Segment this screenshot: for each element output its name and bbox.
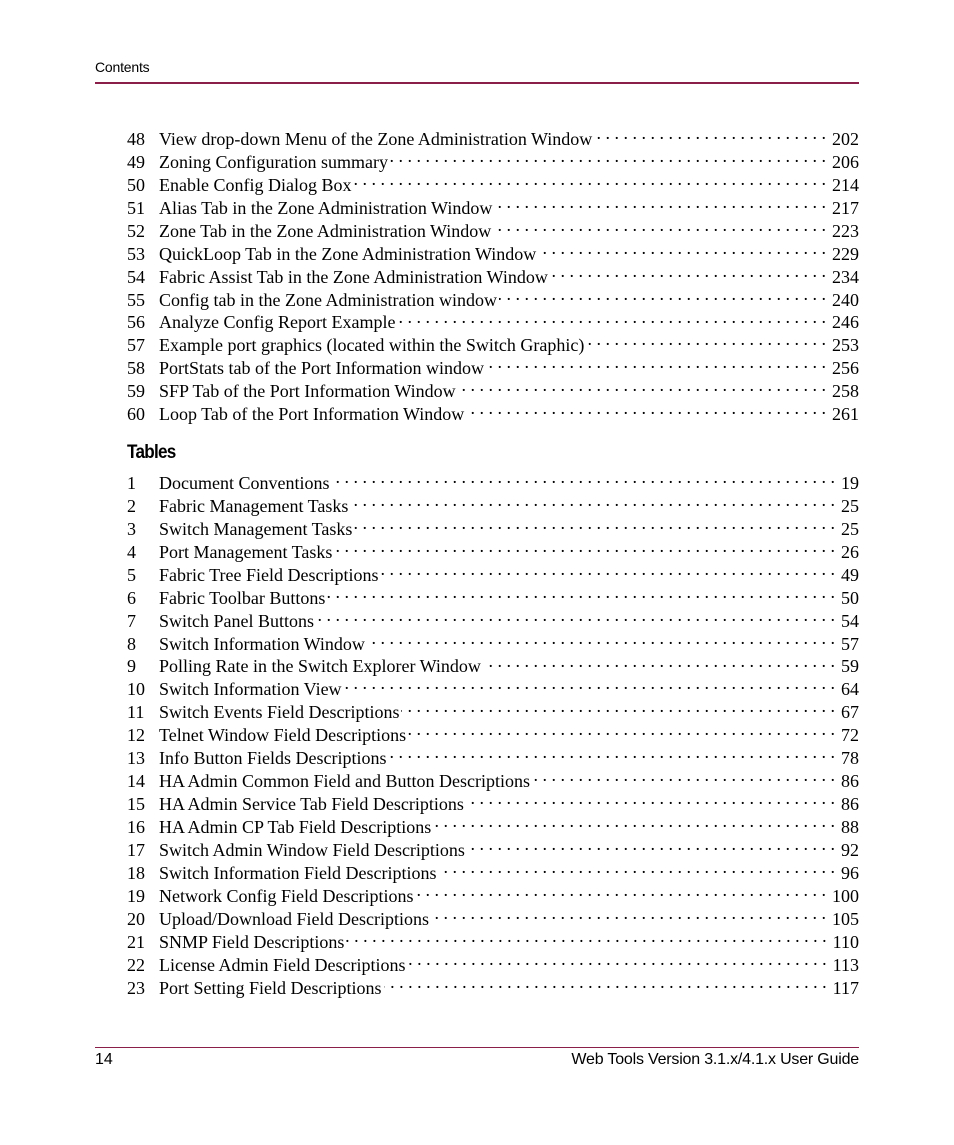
toc-dot-leader (380, 558, 835, 581)
toc-dot-leader (367, 627, 835, 650)
toc-entry-page: 105 (832, 908, 859, 929)
toc-entry-page: 54 (841, 610, 859, 631)
toc-dot-leader (458, 374, 826, 397)
toc-entry-number: 6 (127, 587, 136, 608)
toc-entry-number: 10 (127, 679, 145, 700)
toc-entry-title: PortStats tab of the Port Information window (159, 358, 484, 379)
toc-dot-leader (586, 328, 826, 351)
toc-entry-page: 57 (841, 633, 859, 654)
toc-dot-leader (438, 856, 835, 879)
toc-entry-number: 21 (127, 931, 145, 952)
toc-entry-title: Zoning Configuration summary (159, 151, 388, 172)
toc-entry-title: Loop Tab of the Port Information Window (159, 404, 465, 425)
toc-entry-title: Analyze Config Report Example (159, 312, 396, 333)
toc-entry-title: Enable Config Dialog Box (159, 174, 352, 195)
toc-entry[interactable] (127, 122, 859, 149)
toc-entry-page: 202 (832, 128, 859, 149)
footer-page-number: 14 (95, 1051, 113, 1068)
toc-entry-number: 11 (127, 702, 145, 723)
toc-entry-title: Switch Events Field Descriptions (159, 702, 400, 723)
tables-list (127, 466, 859, 998)
toc-entry-number: 19 (127, 885, 145, 906)
toc-entry-page: 86 (841, 794, 859, 815)
footer-rule (95, 1047, 859, 1048)
toc-entry-page: 258 (832, 381, 859, 402)
tables-heading: Tables (127, 442, 176, 463)
toc-dot-leader (346, 925, 826, 948)
toc-entry-number: 48 (127, 128, 145, 149)
toc-entry-title: Telnet Window Field Descriptions (159, 725, 407, 746)
toc-entry-number: 20 (127, 908, 145, 929)
toc-entry-title: Network Config Field Descriptions (159, 885, 414, 906)
toc-entry-page: 25 (841, 495, 859, 516)
toc-entry-number: 59 (127, 381, 145, 402)
toc-entry-title: Switch Panel Buttons (159, 610, 315, 631)
toc-entry-page: 88 (841, 817, 859, 837)
toc-entry-page: 64 (841, 679, 859, 700)
toc-dot-leader (550, 260, 826, 283)
toc-dot-leader (538, 237, 826, 260)
toc-entry-page: 78 (841, 748, 859, 769)
toc-entry-number: 23 (127, 977, 145, 998)
toc-dot-leader (532, 764, 835, 787)
toc-entry-number: 7 (127, 610, 136, 631)
toc-entry-title: Switch Management Tasks (159, 518, 353, 539)
toc-entry-number: 2 (127, 495, 136, 516)
toc-entry-page: 25 (841, 518, 859, 539)
toc-entry-page: 117 (832, 977, 859, 998)
toc-entry-number: 12 (127, 725, 145, 746)
toc-entry-page: 50 (841, 587, 859, 608)
footer-doc-title: Web Tools Version 3.1.x/4.1.x User Guide (571, 1051, 859, 1068)
toc-entry-title: View drop-down Menu of the Zone Administration Window (159, 128, 593, 149)
header-section-label: Contents (95, 59, 150, 75)
toc-dot-leader (397, 306, 826, 329)
toc-dot-leader (499, 283, 826, 306)
toc-dot-leader (466, 397, 826, 420)
toc-dot-leader (353, 168, 826, 191)
toc-entry-page: 72 (841, 725, 859, 746)
toc-dot-leader (483, 650, 835, 673)
toc-dot-leader (466, 787, 835, 810)
header-rule (95, 82, 859, 84)
toc-entry-page: 229 (832, 243, 859, 264)
toc-entry-number: 8 (127, 633, 136, 654)
toc-entry-title: License Admin Field Descriptions (159, 954, 406, 975)
toc-entry-page: 261 (832, 404, 859, 425)
toc-entry-page: 223 (832, 220, 859, 241)
toc-entry-title: QuickLoop Tab in the Zone Administration Window (159, 243, 537, 264)
toc-entry-number: 53 (127, 243, 145, 264)
toc-entry-page: 206 (832, 151, 859, 172)
toc-entry-title: SFP Tab of the Port Information Window (159, 381, 456, 402)
toc-entry-title: HA Admin Service Tab Field Descriptions (159, 794, 464, 815)
toc-entry-title: SNMP Field Descriptions (159, 931, 345, 952)
toc-entry-page: 19 (841, 472, 859, 493)
toc-entry-number: 3 (127, 518, 136, 539)
toc-entry-number: 16 (127, 817, 145, 837)
toc-dot-leader (408, 718, 835, 741)
toc-entry-page: 113 (832, 954, 859, 975)
toc-entry-title: Fabric Toolbar Buttons (159, 587, 326, 608)
toc-entry-title: Example port graphics (located within the Switch Graphic) (159, 335, 585, 356)
toc-entry-title: Switch Admin Window Field Descriptions (159, 839, 465, 860)
toc-entry-page: 100 (832, 885, 859, 906)
toc-entry-page: 86 (841, 771, 859, 792)
toc-entry-number: 22 (127, 954, 145, 975)
toc-dot-leader (467, 833, 835, 856)
toc-entry-number: 54 (127, 266, 145, 287)
toc-entry-number: 56 (127, 312, 145, 333)
toc-entry-title: Fabric Management Tasks (159, 495, 349, 516)
toc-entry-title: Switch Information Field Descriptions (159, 862, 437, 883)
toc-entry-page: 110 (832, 931, 859, 952)
toc-entry-number: 58 (127, 358, 145, 379)
toc-dot-leader (354, 512, 835, 535)
figures-list (127, 122, 859, 425)
toc-dot-leader (390, 145, 826, 168)
toc-entry-number: 15 (127, 794, 145, 815)
toc-entry-title: Switch Information Window (159, 633, 365, 654)
toc-entry-page: 246 (832, 312, 859, 333)
toc-entry-title: Switch Information View (159, 679, 342, 700)
toc-entry-number: 50 (127, 174, 145, 195)
toc-entry-number: 55 (127, 289, 145, 310)
toc-entry-page: 253 (832, 335, 859, 356)
toc-entry-page: 96 (841, 862, 859, 883)
toc-entry-title: Polling Rate in the Switch Explorer Window (159, 656, 481, 677)
toc-entry-title: Zone Tab in the Zone Administration Window (159, 220, 492, 241)
toc-dot-leader (486, 351, 826, 374)
toc-entry-number: 18 (127, 862, 145, 883)
toc-entry-number: 52 (127, 220, 145, 241)
toc-entry-page: 49 (841, 564, 859, 585)
toc-dot-leader (433, 810, 835, 833)
toc-entry-title: Fabric Tree Field Descriptions (159, 564, 379, 585)
toc-entry-number: 17 (127, 839, 145, 860)
toc-entry-number: 9 (127, 656, 136, 677)
toc-entry-page: 217 (832, 197, 859, 218)
toc-dot-leader (344, 672, 835, 695)
toc-entry-title: Document Conventions (159, 472, 330, 493)
toc-dot-leader (415, 879, 826, 902)
toc-entry[interactable] (127, 466, 859, 493)
toc-entry-title: Config tab in the Zone Administration window (159, 289, 497, 310)
toc-entry-page: 256 (832, 358, 859, 379)
toc-dot-leader (350, 489, 835, 512)
toc-dot-leader (431, 902, 826, 925)
toc-dot-leader (389, 741, 836, 764)
toc-dot-leader (331, 466, 835, 489)
toc-dot-leader (384, 971, 827, 994)
toc-entry-number: 60 (127, 404, 145, 425)
toc-entry-title: Fabric Assist Tab in the Zone Administration Window (159, 266, 548, 287)
toc-dot-leader (493, 214, 826, 237)
toc-dot-leader (316, 604, 835, 627)
toc-entry-title: HA Admin Common Field and Button Descriptions (159, 771, 531, 792)
toc-dot-leader (334, 535, 835, 558)
toc-entry-page: 67 (841, 702, 859, 723)
toc-entry-title: HA Admin CP Tab Field Descriptions (159, 817, 432, 837)
toc-entry-number: 14 (127, 771, 145, 792)
toc-dot-leader (327, 581, 835, 604)
toc-entry-number: 57 (127, 335, 145, 356)
toc-entry-number: 1 (127, 472, 136, 493)
toc-entry-title: Alias Tab in the Zone Administration Window (159, 197, 493, 218)
toc-entry-number: 13 (127, 748, 145, 769)
toc-entry-title: Info Button Fields Descriptions (159, 748, 387, 769)
toc-entry-number: 49 (127, 151, 145, 172)
toc-entry-page: 214 (832, 174, 859, 195)
toc-dot-leader (494, 191, 826, 214)
toc-entry-title: Port Management Tasks (159, 541, 333, 562)
toc-entry-number: 5 (127, 564, 136, 585)
toc-entry-page: 234 (832, 266, 859, 287)
toc-dot-leader (401, 695, 835, 718)
toc-dot-leader (594, 122, 826, 145)
toc-entry-page: 92 (841, 839, 859, 860)
toc-entry-page: 59 (841, 656, 859, 677)
toc-entry-page: 240 (832, 289, 859, 310)
toc-entry-number: 51 (127, 197, 145, 218)
toc-dot-leader (407, 948, 826, 971)
toc-entry-title: Upload/Download Field Descriptions (159, 908, 429, 929)
toc-entry-page: 26 (841, 541, 859, 562)
toc-entry-title: Port Setting Field Descriptions (159, 977, 382, 998)
toc-entry-number: 4 (127, 541, 136, 562)
